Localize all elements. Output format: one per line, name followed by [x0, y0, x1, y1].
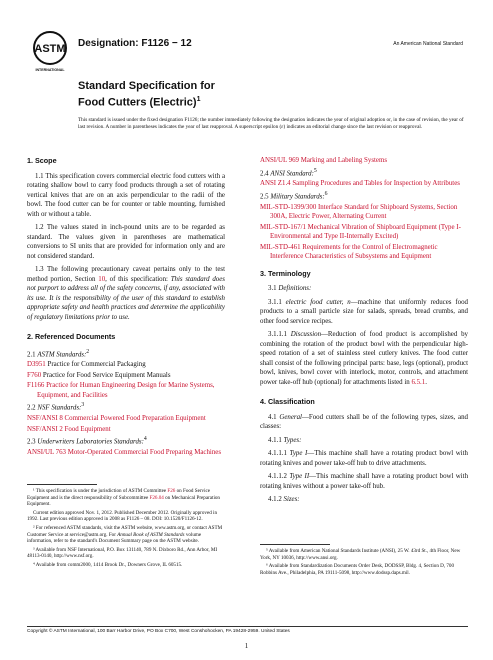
- link-z14[interactable]: ANSI Z1.4: [260, 180, 291, 188]
- footnote-rule-left: [27, 484, 97, 485]
- designation: Designation: F1126 − 12: [78, 38, 192, 49]
- ref-f1166: F1166 Practice for Human Engineering Design for Marine Systems, Equipment, and Facilities: [27, 382, 215, 399]
- footnote-6: ⁶ Available from Standardization Documents Order Desk, DODSSP, Bldg. 4, Section D, 700 Robbins Ave., Philadelphia, PA 19111-5098, http://www.dodssp.daps.mil.: [260, 563, 455, 576]
- link-f26[interactable]: F26: [167, 488, 176, 494]
- astm-logo: [32, 30, 68, 72]
- ref-mil461: MIL-STD-461 Requirements for the Control of Electromagnetic Interference Characteristics of Subsystems and Equipment: [260, 243, 438, 261]
- section-heading-scope: 1. Scope: [27, 156, 57, 165]
- left-column: [27, 156, 225, 458]
- issuance-notice: This standard is issued under the fixed designation F1126; the number immediately following the designation indicates the year of original adoption or, in the case of revision, the year of last revision. A number in parentheses indicates the year of last reapproval. A superscript epsilon (ε) indicates an editorial change since the last revision or reapproval.: [78, 117, 464, 130]
- ref-ul763: ANSI/UL 763 Motor-Operated Commercial Food Preparing Machines: [27, 448, 222, 456]
- footnote-rule-right: [260, 544, 330, 545]
- svg-text:INTERNATIONAL: INTERNATIONAL: [35, 68, 65, 72]
- link-mil461[interactable]: MIL-STD-461: [260, 243, 301, 251]
- link-f760[interactable]: F760: [27, 371, 42, 379]
- link-nsf8[interactable]: NSF/ANSI 8: [27, 415, 63, 423]
- subsection-2-4: 2.4 ANSI Standard:$^5$: [260, 167, 317, 177]
- subsection-2-2: 2.2 NSF Standards:$^3$: [27, 402, 85, 412]
- link-f1166[interactable]: F1166: [27, 382, 45, 390]
- paragraph-4-1: 4.1 General—Food cutters shall be of the following types, sizes, and classes:: [260, 413, 468, 431]
- ref-f760: F760 Practice for Food Service Equipment Manuals: [27, 371, 171, 379]
- subsection-2-1: 2.1 ASTM Standards:$^2$: [27, 348, 90, 358]
- paragraph-1-3: 1.3 The following precautionary caveat pertains only to the test method portion, Section 10, of this specification: This standard does not purport to address all of the safety concerns, if any, associated with its use. It is the responsibility of the user of this standard to establish appropriate safety and health practices and determine the applicability of regulatory limitations prior to use.: [27, 266, 225, 321]
- page-number: 1: [244, 642, 249, 650]
- paragraph-4-1-1-1: 4.1.1.1 Type I—This machine shall have a rotating product bowl with rotating knives and power take-off hub to drive attachments.: [260, 450, 469, 467]
- section-heading-classification: 4. Classification: [260, 397, 315, 407]
- ref-mil1399: MIL-STD-1399/300 Interface Standard for Shipboard Systems, Section 300A, Electric Power, Alternating Current: [260, 203, 458, 221]
- footnote-2: ² For referenced ASTM standards, visit the ASTM website, www.astm.org, or contact ASTM Customer Service at service@astm.org. For Annual Book of ASTM Standards volume information, refer to the standard's Document Summary page on the ASTM website.: [27, 524, 223, 545]
- link-nsf2[interactable]: NSF/ANSI 2: [27, 425, 63, 433]
- paragraph-1-1: 1.1 This specification covers commercial electric food cutters with a rotating shallow bowl to carry food products through a set of rotating vertical knives that are on an axis perpendicular to the radii of the bowl. The food cutter can be for counter or table mounting, furnished with or without a table.: [27, 172, 225, 218]
- paragraph-3-1-1: 3.1.1 electric food cutter, n—machine that uniformly reduces food products to a small particle size for salads, spreads, bread crumbs, and other food service recipes.: [260, 298, 468, 325]
- right-column: [260, 156, 468, 509]
- ref-nsf2: NSF/ANSI 2 Food Equipment: [27, 425, 111, 433]
- footnote-4: ⁴ Available from comm2000, 1414 Brook Dr., Downers Grove, IL 60515.: [33, 561, 183, 568]
- svg-text:ASTM: ASTM: [34, 43, 66, 55]
- link-6-5-1[interactable]: 6.5.1: [411, 378, 426, 386]
- section-heading-referenced-documents: 2. Referenced Documents: [27, 332, 116, 341]
- ref-nsf8: NSF/ANSI 8 Commercial Powered Food Preparation Equipment: [27, 415, 206, 423]
- footnote-1: ¹ This specification is under the jurisdiction of ASTM Committee F26 on Food Service Equipment and is the direct responsibility of Subcommittee F26.04 on Mechanical Preparation Equipment.: [27, 488, 220, 508]
- footnote-5: ⁵ Available from American National Standards Institute (ANSI), 25 W. 43rd St., 4th Floor, New York, NY 10036, http://www.ansi.org.: [260, 548, 461, 561]
- link-mil1399[interactable]: MIL-STD-1399/300: [260, 203, 317, 211]
- ref-d3951: D3951 Practice for Commercial Packaging: [27, 361, 146, 369]
- footer-rule: [27, 626, 468, 627]
- link-ul763[interactable]: ANSI/UL 763: [27, 448, 66, 456]
- ref-mil167: MIL-STD-167/1 Mechanical Vibration of Shipboard Equipment (Type I-Environmental and Type II-Internally Excited): [260, 223, 461, 241]
- paragraph-3-1: 3.1 Definitions:: [268, 285, 312, 293]
- paragraph-3-1-1-1: 3.1.1.1 Discussion—Reduction of food product is accomplished by combining the rotation of the product bowl with the perpendicular high-speed rotation of a set of stainless steel cutlery knives. The food cutter shall consist of the following principal parts: base, legs (optional), product bowl, knives, bowl cover with interlock, motor, controls, and attachment power take-off hub (optional) for attachments listed in 6.5.1.: [260, 331, 469, 386]
- subsection-2-5: 2.5 Military Standards:$^6$: [260, 190, 328, 201]
- footnotes-right: [260, 548, 468, 578]
- link-mil167[interactable]: MIL-STD-167/1: [260, 223, 306, 231]
- section-heading-terminology: 3. Terminology: [260, 268, 311, 278]
- link-d3951[interactable]: D3951: [27, 361, 46, 369]
- paragraph-4-1-2: 4.1.2 Sizes:: [268, 496, 300, 504]
- copyright-notice: Copyright © ASTM International, 100 Barr Harbor Drive, PO Box C700, West Conshohocken, PA 19428-2959. United States: [27, 629, 290, 634]
- footnote-1-edition: Current edition approved Nov. 1, 2012. Published December 2012. Originally approved in 1992. Last previous edition approved in 2008 as F1126 – 08. DOI: 10.1520/F1126-12.: [27, 509, 217, 523]
- link-f26-04[interactable]: F26.04: [149, 494, 164, 501]
- link-ul969[interactable]: ANSI/UL 969: [260, 157, 299, 164]
- paragraph-4-1-1: 4.1.1 Types:: [268, 436, 302, 444]
- link-section-10[interactable]: 10: [98, 275, 106, 283]
- document-title: [78, 80, 215, 110]
- title-line-2: Food Cutters (Electric)$^1$: [78, 96, 201, 109]
- paragraph-4-1-1-2: 4.1.1.2 Type II—This machine shall have a rotating product bowl with rotating knives without a power take-off hub.: [260, 473, 469, 490]
- footnote-3: ³ Available from NSF International, P.O. Box 131140, 789 N. Dixboro Rd., Ann Arbor, MI 48113-0140, http://www.nsf.org.: [27, 546, 218, 560]
- ref-ul969: ANSI/UL 969 Marking and Labeling Systems: [260, 157, 388, 164]
- ref-z14: ANSI Z1.4 Sampling Procedures and Tables for Inspection by Attributes: [260, 180, 460, 188]
- subsection-2-3: 2.3 Underwriters Laboratories Standards:$^4$: [27, 436, 147, 446]
- paragraph-1-2: 1.2 The values stated in inch-pound units are to be regarded as standard. The values given in parentheses are mathematical conversions to SI units that are provided for information only and are not considered standard.: [27, 224, 225, 260]
- publisher-note: An American National Standard: [393, 41, 463, 47]
- title-line-1: Standard Specification for: [78, 80, 215, 92]
- footnotes-left: [27, 488, 227, 571]
